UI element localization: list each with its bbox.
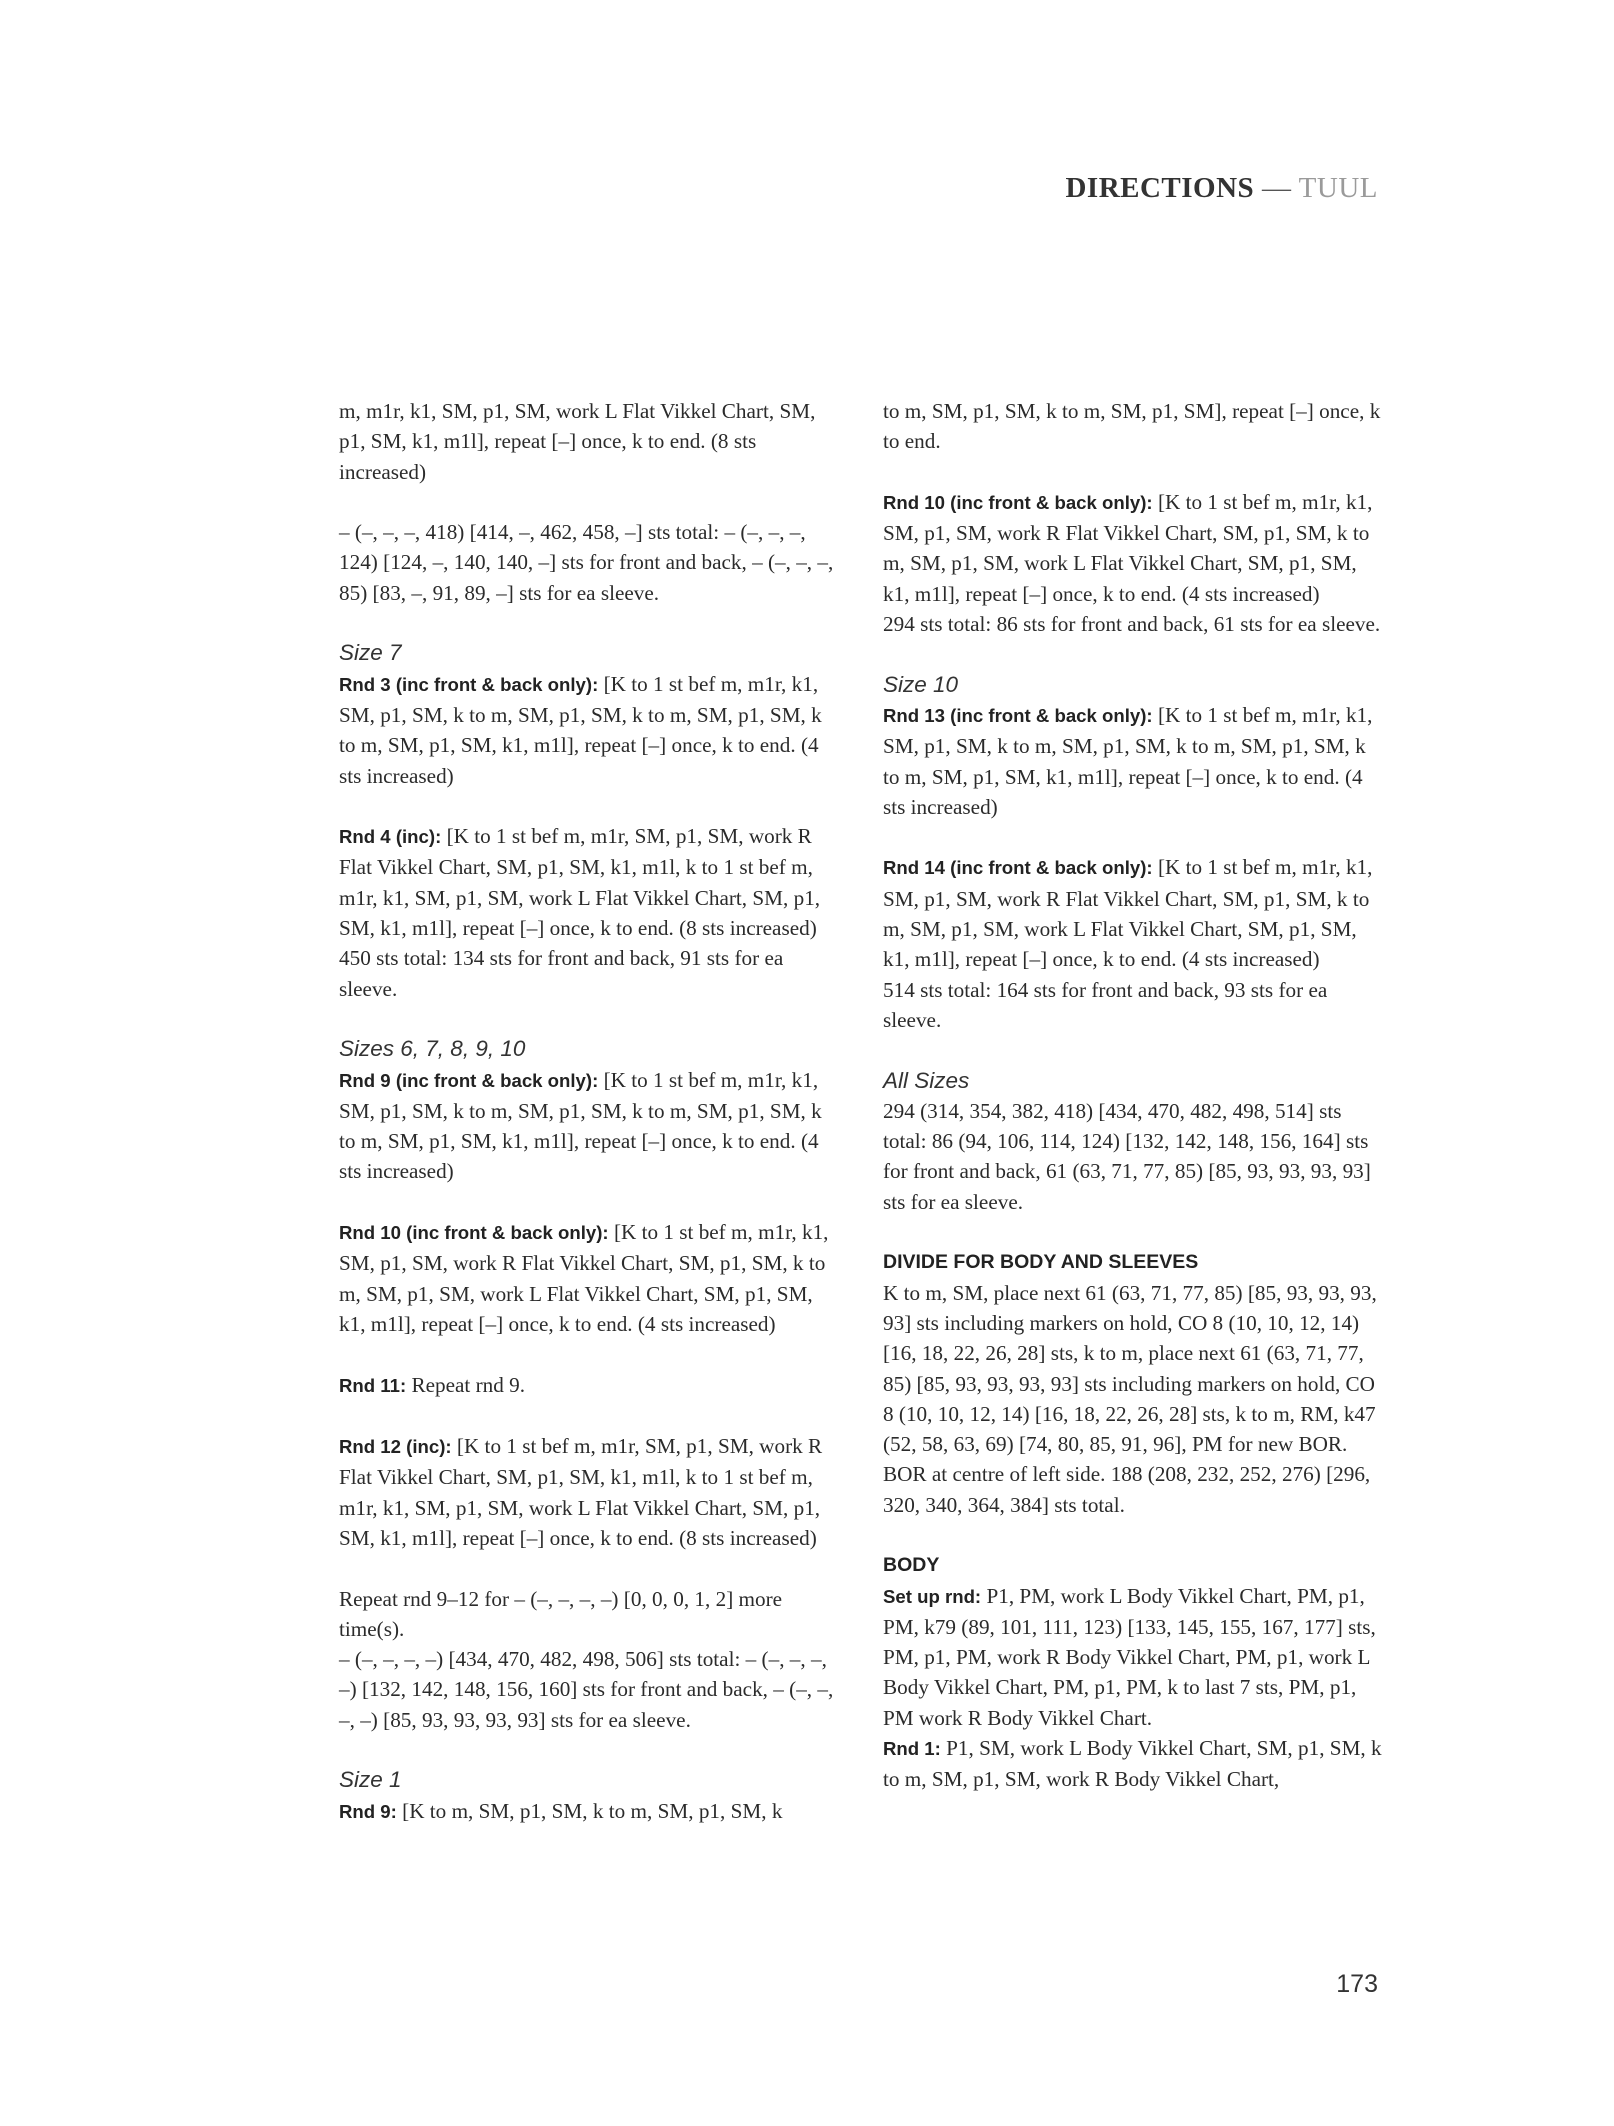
round-text: [K to 1 st bef m, m1r, k1, SM, p1, SM, work R Flat Vikkel Chart, SM, p1, SM, k to m, SM, p1, SM, work L Flat Vikkel Chart, SM, p1, SM, k1, m1l], repeat [–] once, k to end. (4 sts increased) <box>339 1220 829 1336</box>
body-heading: BODY <box>883 1554 940 1577</box>
paragraph <box>883 1733 1385 1795</box>
paragraph: 450 sts total: 134 sts for front and back, 91 sts for ea sleeve. <box>339 946 784 1001</box>
size-7-heading: Size 7 <box>339 640 402 666</box>
page-number: 173 <box>1336 1970 1378 1998</box>
round-text: [K to 1 st bef m, m1r, SM, p1, SM, work R Flat Vikkel Chart, SM, p1, SM, k1, m1l, k to 1 st bef m, m1r, k1, SM, p1, SM, work L Flat Vikkel Chart, SM, p1, SM, k1, m1l], repeat [–] once, k to end. (8 sts increased) <box>339 1434 823 1550</box>
paragraph: 294 (314, 354, 382, 418) [434, 470, 482, 498, 514] sts total: 86 (94, 106, 114, 124) [132, 142, 148, 156, 164] sts for front and back, 61 (63, 71, 77, 85) [85, 93, 93, 93, 93] sts for ea sleeve. <box>883 1098 1371 1214</box>
round-label: Rnd 10 (inc front & back only): <box>339 1222 609 1244</box>
round-label: Set up rnd: <box>883 1585 982 1607</box>
paragraph <box>883 1581 1385 1733</box>
divide-heading: DIVIDE FOR BODY AND SLEEVES <box>883 1251 1199 1274</box>
paragraph: – (–, –, –, 418) [414, –, 462, 458, –] sts total: – (–, –, –, 124) [124, –, 140, 140, –] sts for front and back, – (–, –, –, 85) [83, –, 91, 89, –] sts for ea sleeve. <box>339 520 834 605</box>
size-10-heading: Size 10 <box>883 671 959 697</box>
sizes-6-10-heading: Sizes 6, 7, 8, 9, 10 <box>339 1036 526 1062</box>
round-text: P1, PM, work L Body Vikkel Chart, PM, p1, PM, k79 (89, 101, 111, 123) [133, 145, 155, 167, 177] sts, PM, p1, PM, work R Body Vikkel Chart, PM, p1, work L Body Vikkel Chart, PM, p1, PM, k to last 7 sts, PM, p1, PM work R Body Vikkel Chart. <box>883 1583 1376 1730</box>
paragraph <box>883 852 1385 974</box>
round-text: [K to 1 st bef m, m1r, k1, SM, p1, SM, k to m, SM, p1, SM, k to m, SM, p1, SM, k to m, SM, p1, SM, k1, m1l], repeat [–] once, k to end. (4 sts increased) <box>883 702 1373 819</box>
paragraph <box>339 1796 841 1827</box>
paragraph: 294 sts total: 86 sts for front and back, 61 sts for ea sleeve. <box>883 612 1381 637</box>
round-text: [K to 1 st bef m, m1r, k1, SM, p1, SM, work R Flat Vikkel Chart, SM, p1, SM, k to m, SM, p1, SM, work L Flat Vikkel Chart, SM, p1, SM, k1, m1l], repeat [–] once, k to end. (4 sts increased) <box>883 855 1373 972</box>
paragraph: m, m1r, k1, SM, p1, SM, work L Flat Vikkel Chart, SM, p1, SM, k1, m1l], repeat [–] once, k to end. (8 sts increased) <box>339 399 816 484</box>
left-column <box>339 396 841 1827</box>
paragraph <box>339 1065 841 1187</box>
round-label: Rnd 14 (inc front & back only): <box>883 857 1153 879</box>
header-dash: — <box>1261 172 1292 204</box>
round-label: Rnd 1: <box>883 1738 941 1760</box>
paragraph <box>339 821 841 943</box>
round-text: P1, SM, work L Body Vikkel Chart, SM, p1, SM, k to m, SM, p1, SM, work R Body Vikkel Chart, <box>883 1736 1382 1792</box>
paragraph <box>339 1370 841 1401</box>
right-column <box>883 396 1385 1795</box>
page-header <box>1065 172 1378 205</box>
paragraph <box>339 1217 841 1339</box>
round-text: [K to m, SM, p1, SM, k to m, SM, p1, SM, k <box>396 1798 783 1823</box>
all-sizes-heading: All Sizes <box>883 1067 970 1093</box>
round-label: Rnd 3 (inc front & back only): <box>339 673 599 695</box>
paragraph: – (–, –, –, –) [434, 470, 482, 498, 506] sts total: – (–, –, –, –) [132, 142, 148, 156, 160] sts for front and back, – (–, –, –, –) [85, 93, 93, 93, 93] sts for ea sleeve. <box>339 1647 834 1732</box>
round-text: [K to 1 st bef m, m1r, k1, SM, p1, SM, k to m, SM, p1, SM, k to m, SM, p1, SM, k to m, SM, p1, SM, k1, m1l], repeat [–] once, k to end. (4 sts increased) <box>339 671 822 788</box>
round-label: Rnd 9 (inc front & back only): <box>339 1069 599 1091</box>
paragraph <box>883 700 1385 822</box>
round-text: Repeat rnd 9. <box>406 1372 526 1397</box>
paragraph <box>883 487 1385 609</box>
header-title: DIRECTIONS <box>1065 172 1255 204</box>
round-label: Rnd 9: <box>339 1800 397 1822</box>
paragraph: K to m, SM, place next 61 (63, 71, 77, 85) [85, 93, 93, 93, 93] sts including markers on hold, CO 8 (10, 10, 12, 14) [16, 18, 22, 26, 28] sts, k to m, place next 61 (63, 71, 77, 85) [85, 93, 93, 93, 93] sts including markers on hold, CO 8 (10, 10, 12, 14) [16, 18, 22, 26, 28] sts, k to m, RM, k47 (52, 58, 63, 69) [74, 80, 85, 91, 96], PM for new BOR. BOR at centre of left side. 188 (208, 232, 252, 276) [296, 320, 340, 364, 384] sts total. <box>883 1280 1377 1517</box>
header-subtitle: TUUL <box>1298 172 1378 204</box>
paragraph <box>339 1431 841 1553</box>
paragraph: 514 sts total: 164 sts for front and back, 93 sts for ea sleeve. <box>883 977 1328 1032</box>
round-label: Rnd 11: <box>339 1374 407 1396</box>
round-label: Rnd 10 (inc front & back only): <box>883 491 1153 513</box>
round-text: [K to 1 st bef m, m1r, k1, SM, p1, SM, work R Flat Vikkel Chart, SM, p1, SM, k to m, SM, p1, SM, work L Flat Vikkel Chart, SM, p1, SM, k1, m1l], repeat [–] once, k to end. (4 sts increased) <box>883 489 1373 606</box>
round-label: Rnd 4 (inc): <box>339 826 442 848</box>
paragraph: Repeat rnd 9–12 for – (–, –, –, –) [0, 0, 0, 1, 2] more time(s). <box>339 1586 783 1641</box>
paragraph: to m, SM, p1, SM, k to m, SM, p1, SM], repeat [–] once, k to end. <box>883 399 1381 454</box>
round-label: Rnd 12 (inc): <box>339 1436 452 1458</box>
round-label: Rnd 13 (inc front & back only): <box>883 704 1153 726</box>
size-1-heading: Size 1 <box>339 1767 402 1793</box>
round-text: [K to 1 st bef m, m1r, SM, p1, SM, work R Flat Vikkel Chart, SM, p1, SM, k1, m1l, k to 1 st bef m, m1r, k1, SM, p1, SM, work L Flat Vikkel Chart, SM, p1, SM, k1, m1l], repeat [–] once, k to end. (8 sts increased) <box>339 824 821 941</box>
paragraph <box>339 669 841 791</box>
round-text: [K to 1 st bef m, m1r, k1, SM, p1, SM, k to m, SM, p1, SM, k to m, SM, p1, SM, k to m, SM, p1, SM, k1, m1l], repeat [–] once, k to end. (4 sts increased) <box>339 1067 822 1184</box>
